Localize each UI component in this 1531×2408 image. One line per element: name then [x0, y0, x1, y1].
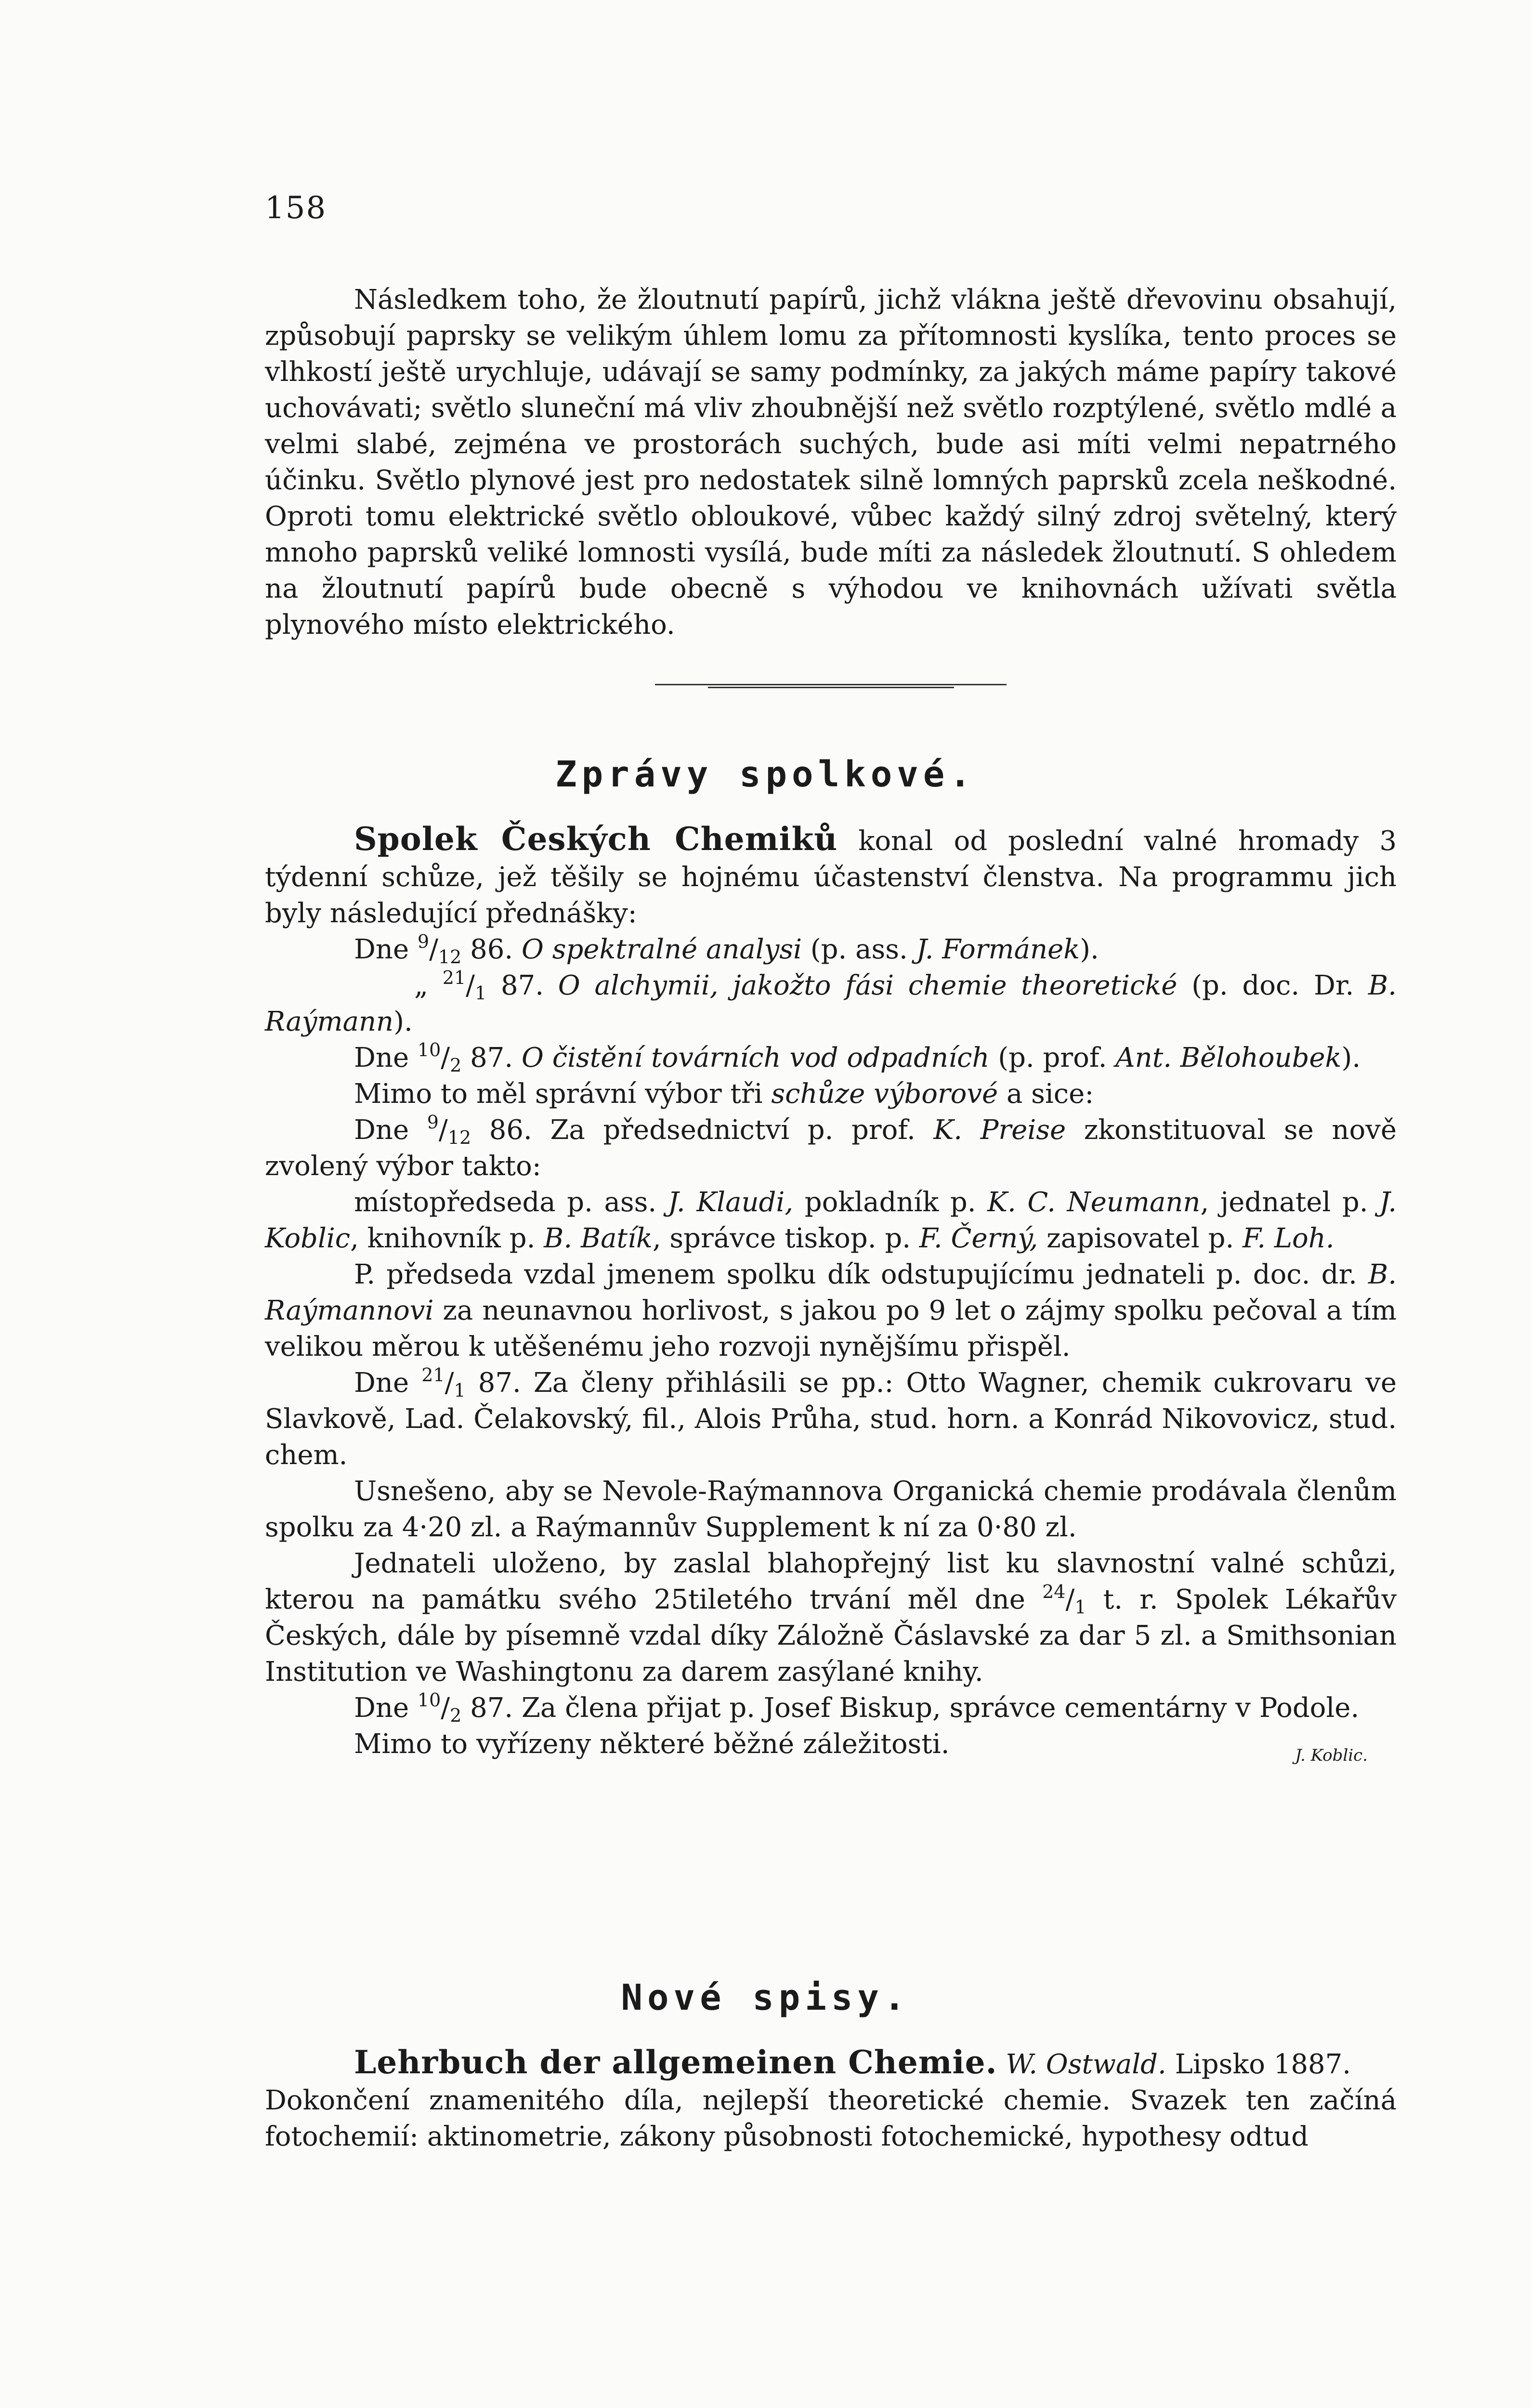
text: 87. — [486, 970, 558, 1001]
text: a sice: — [998, 1078, 1094, 1110]
meeting-type: schůze výborové — [771, 1078, 998, 1110]
text: za neunavnou horlivost, s jakou po 9 let o zájmy spolku pečoval a tím velikou měrou k utěšenému jeho rozvoji nynějšímu přispěl. — [265, 1295, 1397, 1362]
text: 87. — [461, 1042, 522, 1073]
lecture-author: J. Formánek — [916, 934, 1080, 965]
person-name: J. Koblic — [265, 1187, 1397, 1254]
lecture-1: Dne $^9/_{12}$ 86. O spektralné analysi (p. ass. J. Formánek). — [354, 931, 1099, 968]
new-members: Dne $^{21}/_1$ 87. Za členy přihlásili se pp.: Otto Wagner, chemik cukrovaru ve Slavkově, Lad. Čelakovský, fil., Alois Průha, stud. horn. a Konrád Nikovovicz, stud. chem. — [265, 1364, 1397, 1471]
person-name: F. Černý, — [919, 1223, 1038, 1254]
report-intro — [265, 821, 1397, 931]
lecture-title: O spektralné analysi — [522, 934, 802, 965]
signature: J. Koblic. — [1295, 1746, 1368, 1765]
text: zapisovatel p. — [1038, 1223, 1243, 1254]
closing-line — [265, 1726, 1397, 1765]
text: zkonstituoval se nově zvolený výbor takto: — [265, 1114, 1397, 1182]
date-num: 9 — [427, 1112, 439, 1133]
person-name: B. Raýmannovi — [265, 1259, 1397, 1326]
date-den: 1 — [454, 1380, 466, 1401]
text: Mimo to měl správní výbor tři — [354, 1078, 772, 1110]
date-den: 2 — [450, 1055, 462, 1076]
committee-members — [265, 1184, 1397, 1256]
text: t. r. Spolek Lékařův Českých, dále by písemně vzdal díky Záložně Čáslavské za dar 5 zl. a Smithsonian Institution ve Washingtonu za darem zasýlané knihy. — [265, 1584, 1397, 1688]
text: (p. ass. — [801, 934, 916, 965]
text: ). — [1341, 1042, 1361, 1073]
person-name: K. C. Neumann — [987, 1187, 1201, 1218]
text: 87. Za člena přijat p. Josef Biskup, správce cementárny v Podole. — [461, 1692, 1360, 1724]
report-intro-text: konal od poslední valné hromady 3 týdenní schůze, jež těšily se hojnému účastenství členstva. Na programmu jich byly následující přednášky: — [265, 825, 1397, 929]
section-divider — [655, 684, 1007, 689]
page-number: 158 — [265, 190, 327, 226]
date-num: 21 — [442, 967, 466, 988]
text: Dne — [354, 1367, 422, 1399]
person-name: K. Preise — [933, 1114, 1066, 1146]
lecture-author: Ant. Bělohoubek — [1115, 1042, 1342, 1073]
lecture-title: O alchymii, jakožto fási chemie theoretické — [558, 970, 1178, 1001]
text: , jednatel p. — [1200, 1187, 1380, 1218]
text: 87. Za členy přihlásili se pp.: Otto Wagner, chemik cukrovaru ve Slavkově, Lad. Čelakovský, fil., Alois Průha, stud. horn. a Konrád Nikovovicz, stud. chem. — [265, 1367, 1397, 1471]
text: místopředseda p. ass. — [354, 1187, 668, 1218]
person-name: J. Klaudi, — [667, 1187, 794, 1218]
section-heading-zpravy: Zprávy spolkové. — [555, 754, 976, 795]
date-num: 10 — [417, 1039, 441, 1060]
lecture-2: „ $^{21}/_1$ 87. O alchymii, jakožto fási chemie theoretické (p. doc. Dr. B. Raýmann). — [265, 967, 1397, 1037]
date-den: 12 — [438, 946, 462, 968]
date-num: 21 — [421, 1364, 445, 1386]
book-author: W. Ostwald. — [1006, 2049, 1166, 2080]
lecture-title: O čistění továrních vod odpadních — [522, 1042, 990, 1073]
intro-paragraph — [265, 282, 1397, 643]
intro-text: Následkem toho, že žloutnutí papírů, jichž vlákna ještě dřevovinu obsahují, způsobují paprsky se velikým úhlem lomu za přítomnosti kyslíka, tento proces se vlhkostí ještě urychluje, udávají se samy podmínky, za jakých máme papíry takové uchovávati; světlo sluneční má vliv zhoubnější než světlo rozptýlené, světlo mdlé a velmi slabé, zejména ve prostorách suchých, bude asi míti velmi nepatrného účinku. Světlo plynové jest pro nedostatek silně lomných paprsků zcela neškodné. Oproti tomu elektrické světlo obloukové, vůbec každý silný zdroj světelný, který mnoho paprsků veliké lomnosti vysílá, bude míti za následek žloutnutí. S ohledem na žloutnutí papírů bude obecně s výhodou ve knihovnách užívati světla plynového místo elektrického. — [265, 284, 1397, 641]
text: ). — [393, 1006, 413, 1037]
text: (p. doc. Dr. — [1177, 970, 1369, 1001]
date-den: 1 — [1074, 1597, 1086, 1618]
book-title: Lehrbuch der allgemeinen Chemie. — [354, 2043, 997, 2081]
text: , správce tiskop. p. — [652, 1223, 919, 1254]
book-entry — [265, 2044, 1397, 2082]
text: Mimo to vyřízeny některé běžné záležitosti. — [354, 1728, 950, 1760]
text: 86. Za předsednictví p. prof. — [471, 1114, 934, 1146]
committee-constitution: Dne $^9/_{12}$ 86. Za předsednictví p. prof. K. Preise zkonstituoval se nově zvolený výbor takto: — [265, 1112, 1397, 1182]
person-name: F. Loh. — [1243, 1223, 1335, 1254]
society-name: Spolek Českých Chemiků — [354, 820, 838, 858]
new-publications — [265, 2044, 1397, 2155]
society-report — [265, 821, 1397, 1774]
text: ). — [1080, 934, 1099, 965]
text: Jednateli uloženo, by zaslal blahopřejný list ku slavnostní valné schůzi, kterou na památku svého 25tiletého trvání měl dne — [265, 1548, 1397, 1615]
text: Dne — [354, 934, 418, 965]
new-member-accepted: Dne $^{10}/_2$ 87. Za člena přijat p. Josef Biskup, správce cementárny v Podole. — [354, 1689, 1360, 1726]
section-heading-nove-spisy: Nové spisy. — [621, 1977, 910, 2018]
date-num: 24 — [1042, 1581, 1066, 1602]
lecture-3: Dne $^{10}/_2$ 87. O čistění továrních vod odpadních (p. prof. Ant. Bělohoubek). — [354, 1039, 1361, 1076]
text: (p. prof. — [989, 1042, 1116, 1073]
date-den: 1 — [475, 982, 487, 1004]
date-den: 12 — [447, 1127, 471, 1148]
date-num: 10 — [417, 1689, 441, 1711]
text: pokladník p. — [793, 1187, 988, 1218]
secretary-tasks: Jednateli uloženo, by zaslal blahopřejný list ku slavnostní valné schůzi, kterou na památku svého 25tiletého trvání měl dne $^{24}/_1$ t. r. Spolek Lékařův Českých, dále by písemně vzdal díky Záložně Čáslavské za dar 5 zl. a Smithsonian Institution ve Washingtonu za darem zasýlané knihy. — [265, 1548, 1397, 1688]
person-name: B. Batík — [544, 1223, 653, 1254]
text: , knihovník p. — [350, 1223, 544, 1254]
text: Dne — [354, 1692, 418, 1724]
text: Dne — [354, 1042, 418, 1073]
text: 86. — [461, 934, 522, 965]
book-description: Dokončení znamenitého díla, nejlepší theoretické chemie. Svazek ten začíná fotochemií: aktinometrie, zákony působnosti fotochemické, hypothesy odtud — [265, 2085, 1397, 2152]
book-place: Lipsko 1887. — [1166, 2049, 1351, 2080]
committee-meetings — [265, 1076, 1397, 1112]
lecture-author: B. Raýmann — [265, 970, 1397, 1037]
text: Dne — [354, 1114, 427, 1146]
date-den: 2 — [450, 1705, 462, 1726]
resolution: Usnešeno, aby se Nevole-Raýmannova Organická chemie prodávala členům spolku za 4·20 zl. a Raýmannův Supplement k ní za 0·80 zl. — [265, 1476, 1397, 1543]
text: P. předseda vzdal jmenem spolku dík odstupujícímu jednateli p. doc. dr. — [354, 1259, 1369, 1290]
thanks-paragraph — [265, 1256, 1397, 1365]
text: „ — [414, 970, 443, 1001]
date-num: 9 — [417, 931, 430, 952]
